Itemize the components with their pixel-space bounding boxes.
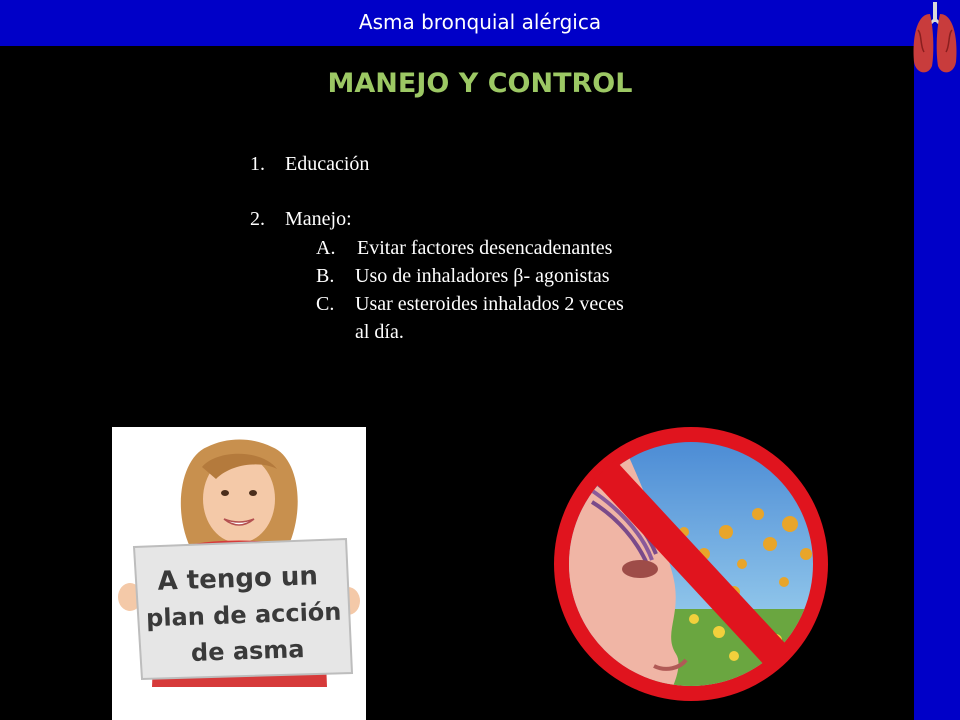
sublist-letter: C. <box>316 293 335 315</box>
top-banner <box>0 0 960 46</box>
list-number: 2. <box>250 208 265 230</box>
sublist-letter: B. <box>316 265 335 287</box>
list-text: Manejo: <box>285 208 352 230</box>
sublist-continuation: al día. <box>355 321 404 343</box>
list-item <box>250 205 352 233</box>
slide-heading: MANEJO Y CONTROL <box>327 68 633 99</box>
sign-line: de asma <box>190 635 305 667</box>
sublist-item <box>316 234 613 262</box>
sign-line: A tengo un <box>157 561 319 597</box>
sublist-letter: A. <box>316 237 336 259</box>
sign-line: plan de acción <box>145 597 342 633</box>
sublist-item <box>316 290 624 318</box>
right-side-bar <box>914 46 960 720</box>
child-with-sign-image <box>112 427 366 720</box>
sublist-text: Usar esteroides inhalados 2 veces <box>355 293 624 315</box>
sublist-item <box>316 262 610 290</box>
sublist-text: Evitar factores desencadenantes <box>357 237 613 259</box>
list-number: 1. <box>250 153 265 175</box>
list-text: Educación <box>285 153 370 175</box>
list-item <box>250 150 370 178</box>
sublist-text: Uso de inhaladores β- agonistas <box>355 265 610 287</box>
lungs-icon <box>910 0 960 78</box>
banner-title: Asma bronquial alérgica <box>358 10 602 34</box>
no-allergens-icon <box>544 404 844 720</box>
